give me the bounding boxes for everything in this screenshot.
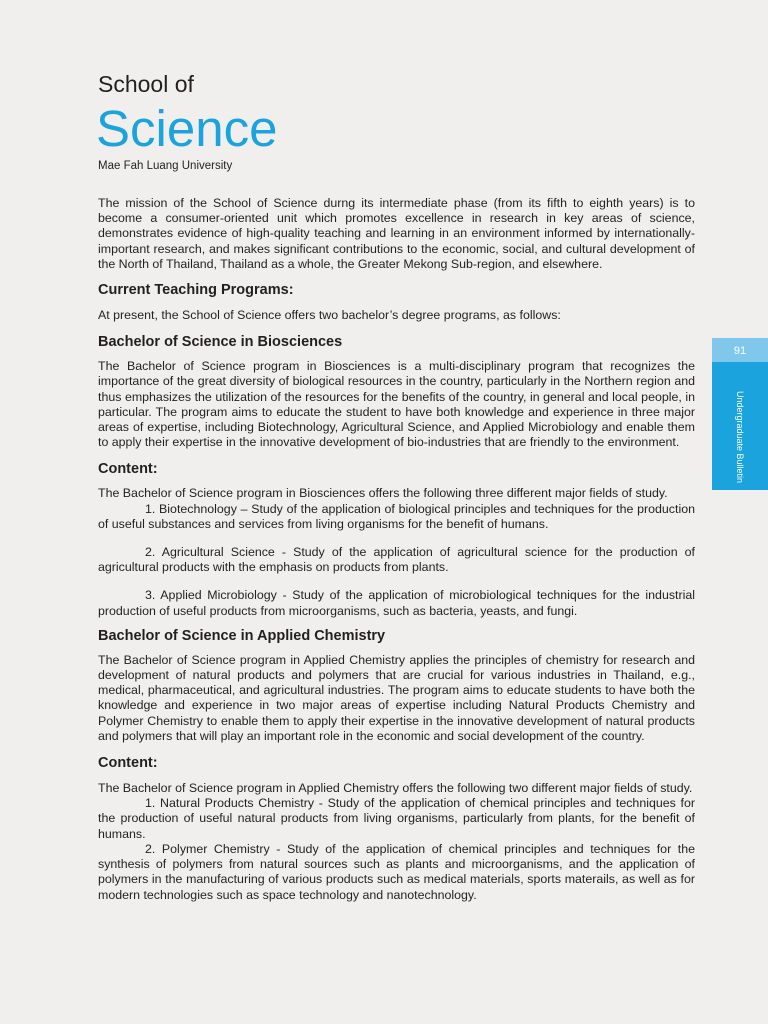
chemistry-field-1: 1. Natural Products Chemistry - Study of the application of chemical principles and techniques for the production of useful natural products from living organisms, particularly from plants, for the benefit of humans. xyxy=(98,796,695,841)
bulletin-label: Undergraduate Bulletin xyxy=(735,390,745,484)
chemistry-content-intro: The Bachelor of Science program in Applied Chemistry offers the following two different major fields of study. xyxy=(98,781,693,796)
body-text xyxy=(98,196,695,903)
mission-paragraph: The mission of the School of Science durng its intermediate phase (from its fifth to eighth years) is to become a consumer-oriented unit which promotes excellence in research in key areas of science, demonstrates evidence of high-quality teaching and learning in an environment informed by internationally-important research, and makes significant contributions to the economic, social, and cultural development of the North of Thailand, Thailand as a whole, the Greater Mekong Sub-region, and elsewhere. xyxy=(98,196,695,271)
current-programs-intro: At present, the School of Science offers two bachelor’s degree programs, as follows: xyxy=(98,308,561,323)
biosciences-description: The Bachelor of Science program in Biosciences is a multi-disciplinary program that recognizes the importance of the great diversity of biological resources in the country, particularly in the Northern region and thus emphasizes the utilization of the resources for the benefits of the country, in general and local people, in particular. The program aims to educate the student to have both knowledge and experience in three major areas of expertise, including Biotechnology, Agricultural Science, and Applied Microbiology and enable them to apply their expertise in the innovative development of bio-industries that are friendly to the environment. xyxy=(98,359,695,450)
current-programs-heading: Current Teaching Programs: xyxy=(98,282,294,299)
science-title: Science xyxy=(96,100,278,157)
page-number: 91 xyxy=(712,338,768,362)
biosciences-field-3: 3. Applied Microbiology - Study of the application of microbiological techniques for the industrial production of useful products from microorganisms, such as bacteria, yeasts, and fungi. xyxy=(98,588,695,618)
chemistry-description: The Bachelor of Science program in Applied Chemistry applies the principles of chemistry for research and development of natural products and polymers that are crucial for various industries in Thailand, e.g., medical, pharmaceutical, and agricultural industries. The program aims to educate students to have both the knowledge and experience in two major areas of expertise including Natural Products Chemistry and Polymer Chemistry to enable them to apply their expertise in the innovative development of natural products and polymers that will play an important role in the economic and social development of the country. xyxy=(98,652,695,743)
chemistry-content-heading: Content: xyxy=(98,755,158,772)
biosciences-field-2: 2. Agricultural Science - Study of the application of agricultural science for the production of agricultural products with the emphasis on products from plants. xyxy=(98,545,695,575)
biosciences-content-intro: The Bachelor of Science program in Biosciences offers the following three different major fields of study. xyxy=(98,486,668,501)
biosciences-content-heading: Content: xyxy=(98,461,158,478)
university-name: Mae Fah Luang University xyxy=(98,160,233,172)
section-side-tab xyxy=(712,338,768,490)
biosciences-field-1: 1. Biotechnology – Study of the application of biological principles and techniques for the production of useful substances and services from living organisms for the benefit of humans. xyxy=(98,501,695,531)
school-of-heading: School of xyxy=(98,71,194,97)
chemistry-field-2: 2. Polymer Chemistry - Study of the application of chemical principles and techniques for the synthesis of polymers from natural sources such as plants and microorganisms, and the application of polymers in the manufacturing of various products such as medical materials, sports materails, as well as for modern technologies such as space technology and nanotechnology. xyxy=(98,841,695,902)
chemistry-heading: Bachelor of Science in Applied Chemistry xyxy=(98,627,386,644)
biosciences-heading: Bachelor of Science in Biosciences xyxy=(98,334,343,351)
